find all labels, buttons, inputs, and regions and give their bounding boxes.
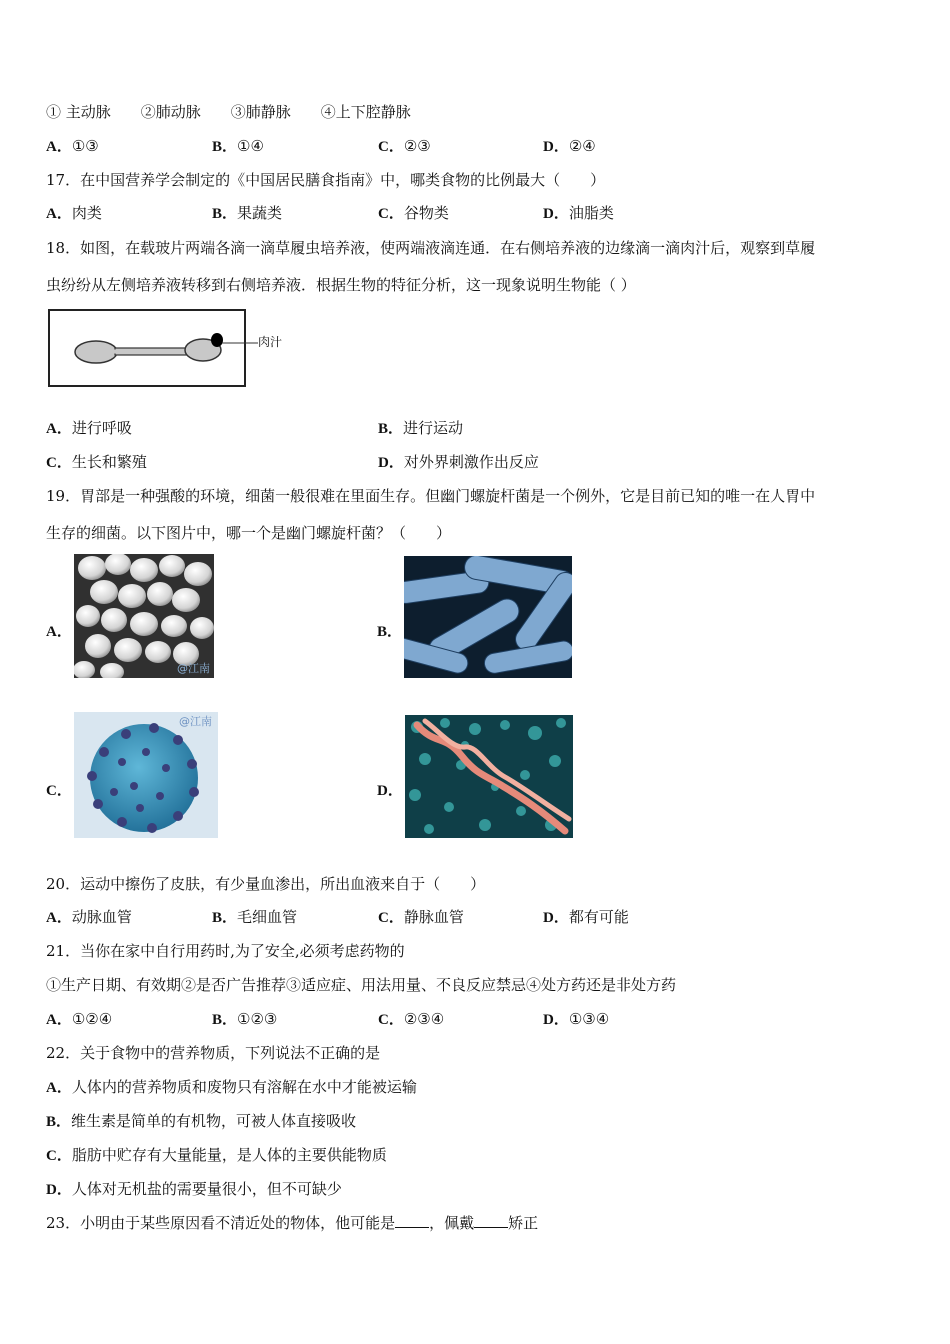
q19-option-a-label[interactable]: A． xyxy=(46,624,72,640)
q20-option-c[interactable]: C．静脉血管 xyxy=(378,908,464,926)
virus-svg xyxy=(74,712,218,838)
q20-option-d[interactable]: D．都有可能 xyxy=(543,908,629,926)
q19-stem-line1: 19．胃部是一种强酸的环境，细菌一般很难在里面生存。但幽门螺旋杆菌是一个例外，它是目前已知的唯一在人胃中 xyxy=(46,487,816,505)
q17-option-c[interactable]: C．谷物类 xyxy=(378,204,449,222)
q22-option-c[interactable]: C．脂肪中贮存有大量能量，是人体的主要供能物质 xyxy=(46,1146,387,1164)
q22-option-d[interactable]: D．人体对无机盐的需要量很小，但不可缺少 xyxy=(46,1180,342,1198)
q22-option-b[interactable]: B．维生素是简单的有机物，可被人体直接吸收 xyxy=(46,1112,357,1130)
q19-option-b-label[interactable]: B． xyxy=(377,624,403,640)
q23-blank-1[interactable] xyxy=(395,1213,429,1228)
q16-option-b[interactable]: B．①④ xyxy=(212,137,264,155)
helicobacter-svg xyxy=(405,715,573,838)
q16-option-c[interactable]: C．②③ xyxy=(378,137,431,155)
q17-option-a[interactable]: A．肉类 xyxy=(46,204,102,222)
q18-stem-line1: 18．如图，在载玻片两端各滴一滴草履虫培养液，使两端液滴连通．在右侧培养液的边缘滴一滴肉汁后，观察到草履 xyxy=(46,239,816,257)
slide-diagram xyxy=(48,309,283,387)
helicobacter-image[interactable] xyxy=(405,715,573,838)
q22-stem: 22．关于食物中的营养物质，下列说法不正确的是 xyxy=(46,1044,381,1062)
q22-option-a[interactable]: A．人体内的营养物质和废物只有溶解在水中才能被运输 xyxy=(46,1078,417,1096)
q21-option-a[interactable]: A．①②④ xyxy=(46,1010,113,1028)
meat-juice-label: 肉汁 xyxy=(258,335,283,349)
q21-option-b[interactable]: B．①②③ xyxy=(212,1010,278,1028)
q17-option-b[interactable]: B．果蔬类 xyxy=(212,204,283,222)
virus-image[interactable] xyxy=(74,712,218,838)
q23-stem: 23．小明由于某些原因看不清近处的物体，他可能是 ，佩戴 矫正 xyxy=(46,1214,539,1232)
q18-stem-line2: 虫纷纷从左侧培养液转移到右侧培养液．根据生物的特征分析，这一现象说明生物能（ ） xyxy=(46,276,636,294)
bacilli-image[interactable] xyxy=(404,556,572,678)
watermark-a: @江南 xyxy=(177,662,210,675)
q23-blank-2[interactable] xyxy=(474,1213,508,1228)
q18-option-d[interactable]: D．对外界刺激作出反应 xyxy=(378,453,539,471)
q18-option-b[interactable]: B．进行运动 xyxy=(378,419,464,437)
q16-option-a[interactable]: A．①③ xyxy=(46,137,99,155)
slide-diagram-svg xyxy=(50,311,290,385)
bacilli-svg xyxy=(404,556,572,678)
q21-option-d[interactable]: D．①③④ xyxy=(543,1010,610,1028)
q18-option-c[interactable]: C．生长和繁殖 xyxy=(46,453,147,471)
q19-option-c-label[interactable]: C． xyxy=(46,783,72,799)
q20-option-a[interactable]: A．动脉血管 xyxy=(46,908,132,926)
q19-stem-line2: 生存的细菌。以下图片中，哪一个是幽门螺旋杆菌？（ ） xyxy=(46,524,452,542)
cocci-image[interactable] xyxy=(74,554,214,678)
q21-stem: 21．当你在家中自行用药时,为了安全,必须考虑药物的 xyxy=(46,942,405,960)
q16-option-d[interactable]: D．②④ xyxy=(543,137,596,155)
q17-stem: 17．在中国营养学会制定的《中国居民膳食指南》中，哪类食物的比例最大（ ） xyxy=(46,171,606,189)
q16-items: ① 主动脉 ②肺动脉 ③肺静脉 ④上下腔静脉 xyxy=(46,103,411,121)
q21-items: ①生产日期、有效期②是否广告推荐③适应症、用法用量、不良反应禁忌④处方药还是非处方药 xyxy=(46,976,677,994)
left-drop xyxy=(75,341,117,363)
q20-option-b[interactable]: B．毛细血管 xyxy=(212,908,298,926)
meat-juice-drop xyxy=(211,333,223,347)
q17-option-d[interactable]: D．油脂类 xyxy=(543,204,614,222)
q20-stem: 20．运动中擦伤了皮肤，有少量血渗出，所出血液来自于（ ） xyxy=(46,875,486,893)
q18-option-a[interactable]: A．进行呼吸 xyxy=(46,419,132,437)
channel-fill xyxy=(114,350,194,354)
q19-option-d-label[interactable]: D． xyxy=(377,783,403,799)
q21-option-c[interactable]: C．②③④ xyxy=(378,1010,445,1028)
watermark-c: @江南 xyxy=(179,715,212,728)
